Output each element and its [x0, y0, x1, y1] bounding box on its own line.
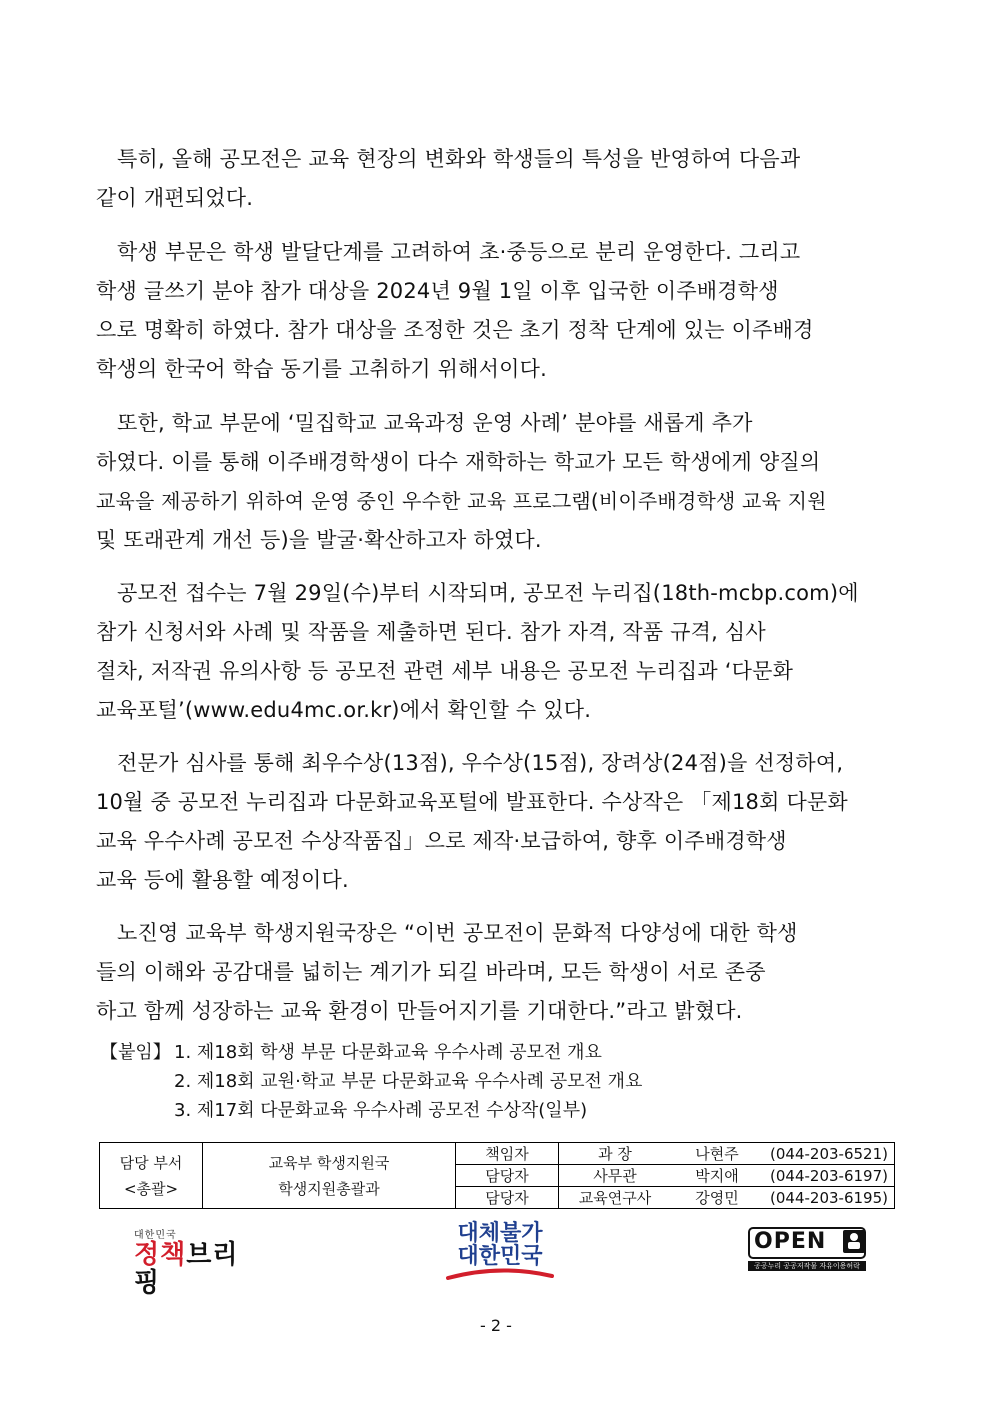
dept-sub: <총괄> — [123, 1179, 179, 1198]
person-badge-icon — [843, 1230, 865, 1253]
name-cell: 나현주 — [671, 1143, 763, 1165]
paragraph-5 — [96, 744, 896, 900]
paragraph-line: 교육포털’(www.edu4mc.or.kr)에서 확인할 수 있다. — [96, 698, 592, 722]
paragraph-line: 들의 이해와 공감대를 넓히는 계기가 되길 바라며, 모든 학생이 서로 존중 — [96, 960, 766, 984]
phone-cell: (044-203-6197) — [763, 1165, 895, 1187]
role-cell: 담당자 — [456, 1165, 559, 1187]
paragraph-line: 학생 부문은 학생 발달단계를 고려하여 초·중등으로 분리 운영한다. 그리고 — [117, 240, 801, 264]
contact-table — [99, 1142, 895, 1209]
name-cell: 강영민 — [671, 1187, 763, 1209]
paragraph-line: 전문가 심사를 통해 최우수상(13점), 우수상(15점), 장려상(24점)을 선정하여, — [117, 751, 844, 775]
paragraph-3 — [96, 404, 896, 560]
attachments — [100, 1038, 642, 1125]
paragraph-line: 또한, 학교 부문에 ‘밀집학교 교육과정 운영 사례’ 분야를 새롭게 추가 — [117, 411, 753, 435]
paragraph-line: 학생의 한국어 학습 동기를 고취하기 위해서이다. — [96, 357, 547, 381]
attachment-item: 3. 제17회 다문화교육 우수사례 공모전 수상작(일부) — [174, 1100, 588, 1121]
org-line: 학생지원총괄과 — [278, 1179, 380, 1198]
open-text: OPEN — [754, 1229, 827, 1254]
paragraph-line: 교육 등에 활용할 예정이다. — [96, 868, 349, 892]
paragraph-line: 같이 개편되었다. — [96, 186, 254, 210]
role-cell: 책임자 — [456, 1143, 559, 1165]
paragraph-4 — [96, 574, 896, 730]
attachments-label: 【붙임】 — [100, 1042, 171, 1063]
paragraph-1 — [96, 140, 896, 218]
paragraph-line: 하였다. 이를 통해 이주배경학생이 다수 재학하는 학교가 모든 학생에게 양질의 — [96, 450, 821, 474]
org-line: 교육부 학생지원국 — [268, 1153, 390, 1172]
attachment-item: 【붙임】 1. 제18회 학생 부문 다문화교육 우수사례 공모전 개요 — [100, 1038, 642, 1067]
dept-label: 담당 부서 — [119, 1153, 183, 1172]
paragraph-line: 10월 중 공모전 누리집과 다문화교육포털에 발표한다. 수상작은 「제18회 다문화 — [96, 790, 848, 814]
phone-cell: (044-203-6195) — [763, 1187, 895, 1209]
paragraph-line: 절차, 저작권 유의사항 등 공모전 관련 세부 내용은 공모전 누리집과 ‘다문화 — [96, 659, 794, 683]
paragraph-line: 참가 신청서와 사례 및 작품을 제출하면 된다. 참가 자격, 작품 규격, 심사 — [96, 620, 766, 644]
irreplaceable-korea-logo: 대체불가 대한민국 — [440, 1222, 560, 1282]
title-cell: 과 장 — [559, 1143, 672, 1165]
page-number: - 2 - — [480, 1316, 512, 1335]
dept-cell — [100, 1143, 203, 1209]
paragraph-line: 교육 우수사례 공모전 수상작품집」으로 제작·보급하여, 향후 이주배경학생 — [96, 829, 787, 853]
paragraph-line: 특히, 올해 공모전은 교육 현장의 변화와 학생들의 특성을 반영하여 다음과 — [117, 147, 801, 171]
role-cell: 담당자 — [456, 1187, 559, 1209]
paragraph-6 — [96, 914, 896, 1031]
paragraph-2 — [96, 233, 896, 389]
title-cell: 사무관 — [559, 1165, 672, 1187]
phone-cell: (044-203-6521) — [763, 1143, 895, 1165]
paragraph-line: 교육을 제공하기 위하여 운영 중인 우수한 교육 프로그램(비이주배경학생 교육 지원 — [96, 489, 827, 513]
paragraph-line: 공모전 접수는 7월 29일(수)부터 시작되며, 공모전 누리집(18th-mcbp.com)에 — [117, 581, 859, 605]
open-caption: 공공누리 공공저작물 자유이용허락 — [748, 1261, 866, 1271]
attachment-item: 2. 제18회 교원·학교 부문 다문화교육 우수사례 공모전 개요 — [174, 1071, 643, 1092]
org-cell — [203, 1143, 456, 1209]
paragraph-line: 노진영 교육부 학생지원국장은 “이번 공모전이 문화적 다양성에 대한 학생 — [117, 921, 798, 945]
title-cell: 교육연구사 — [559, 1187, 672, 1209]
paragraph-line: 학생 글쓰기 분야 참가 대상을 2024년 9월 1일 이후 입국한 이주배경학생 — [96, 279, 779, 303]
paragraph-line: 으로 명확히 하였다. 참가 대상을 조정한 것은 초기 정착 단계에 있는 이주배경 — [96, 318, 814, 342]
paragraph-line: 하고 함께 성장하는 교육 환경이 만들어지기를 기대한다.”라고 밝혔다. — [96, 999, 743, 1023]
kogl-open-logo — [748, 1227, 868, 1271]
policy-briefing-logo: 대한민국 정책브리핑 — [134, 1230, 239, 1298]
swoosh-icon — [446, 1268, 554, 1284]
paragraph-line: 및 또래관계 개선 등)을 발굴·확산하고자 하였다. — [96, 528, 542, 552]
name-cell: 박지애 — [671, 1165, 763, 1187]
